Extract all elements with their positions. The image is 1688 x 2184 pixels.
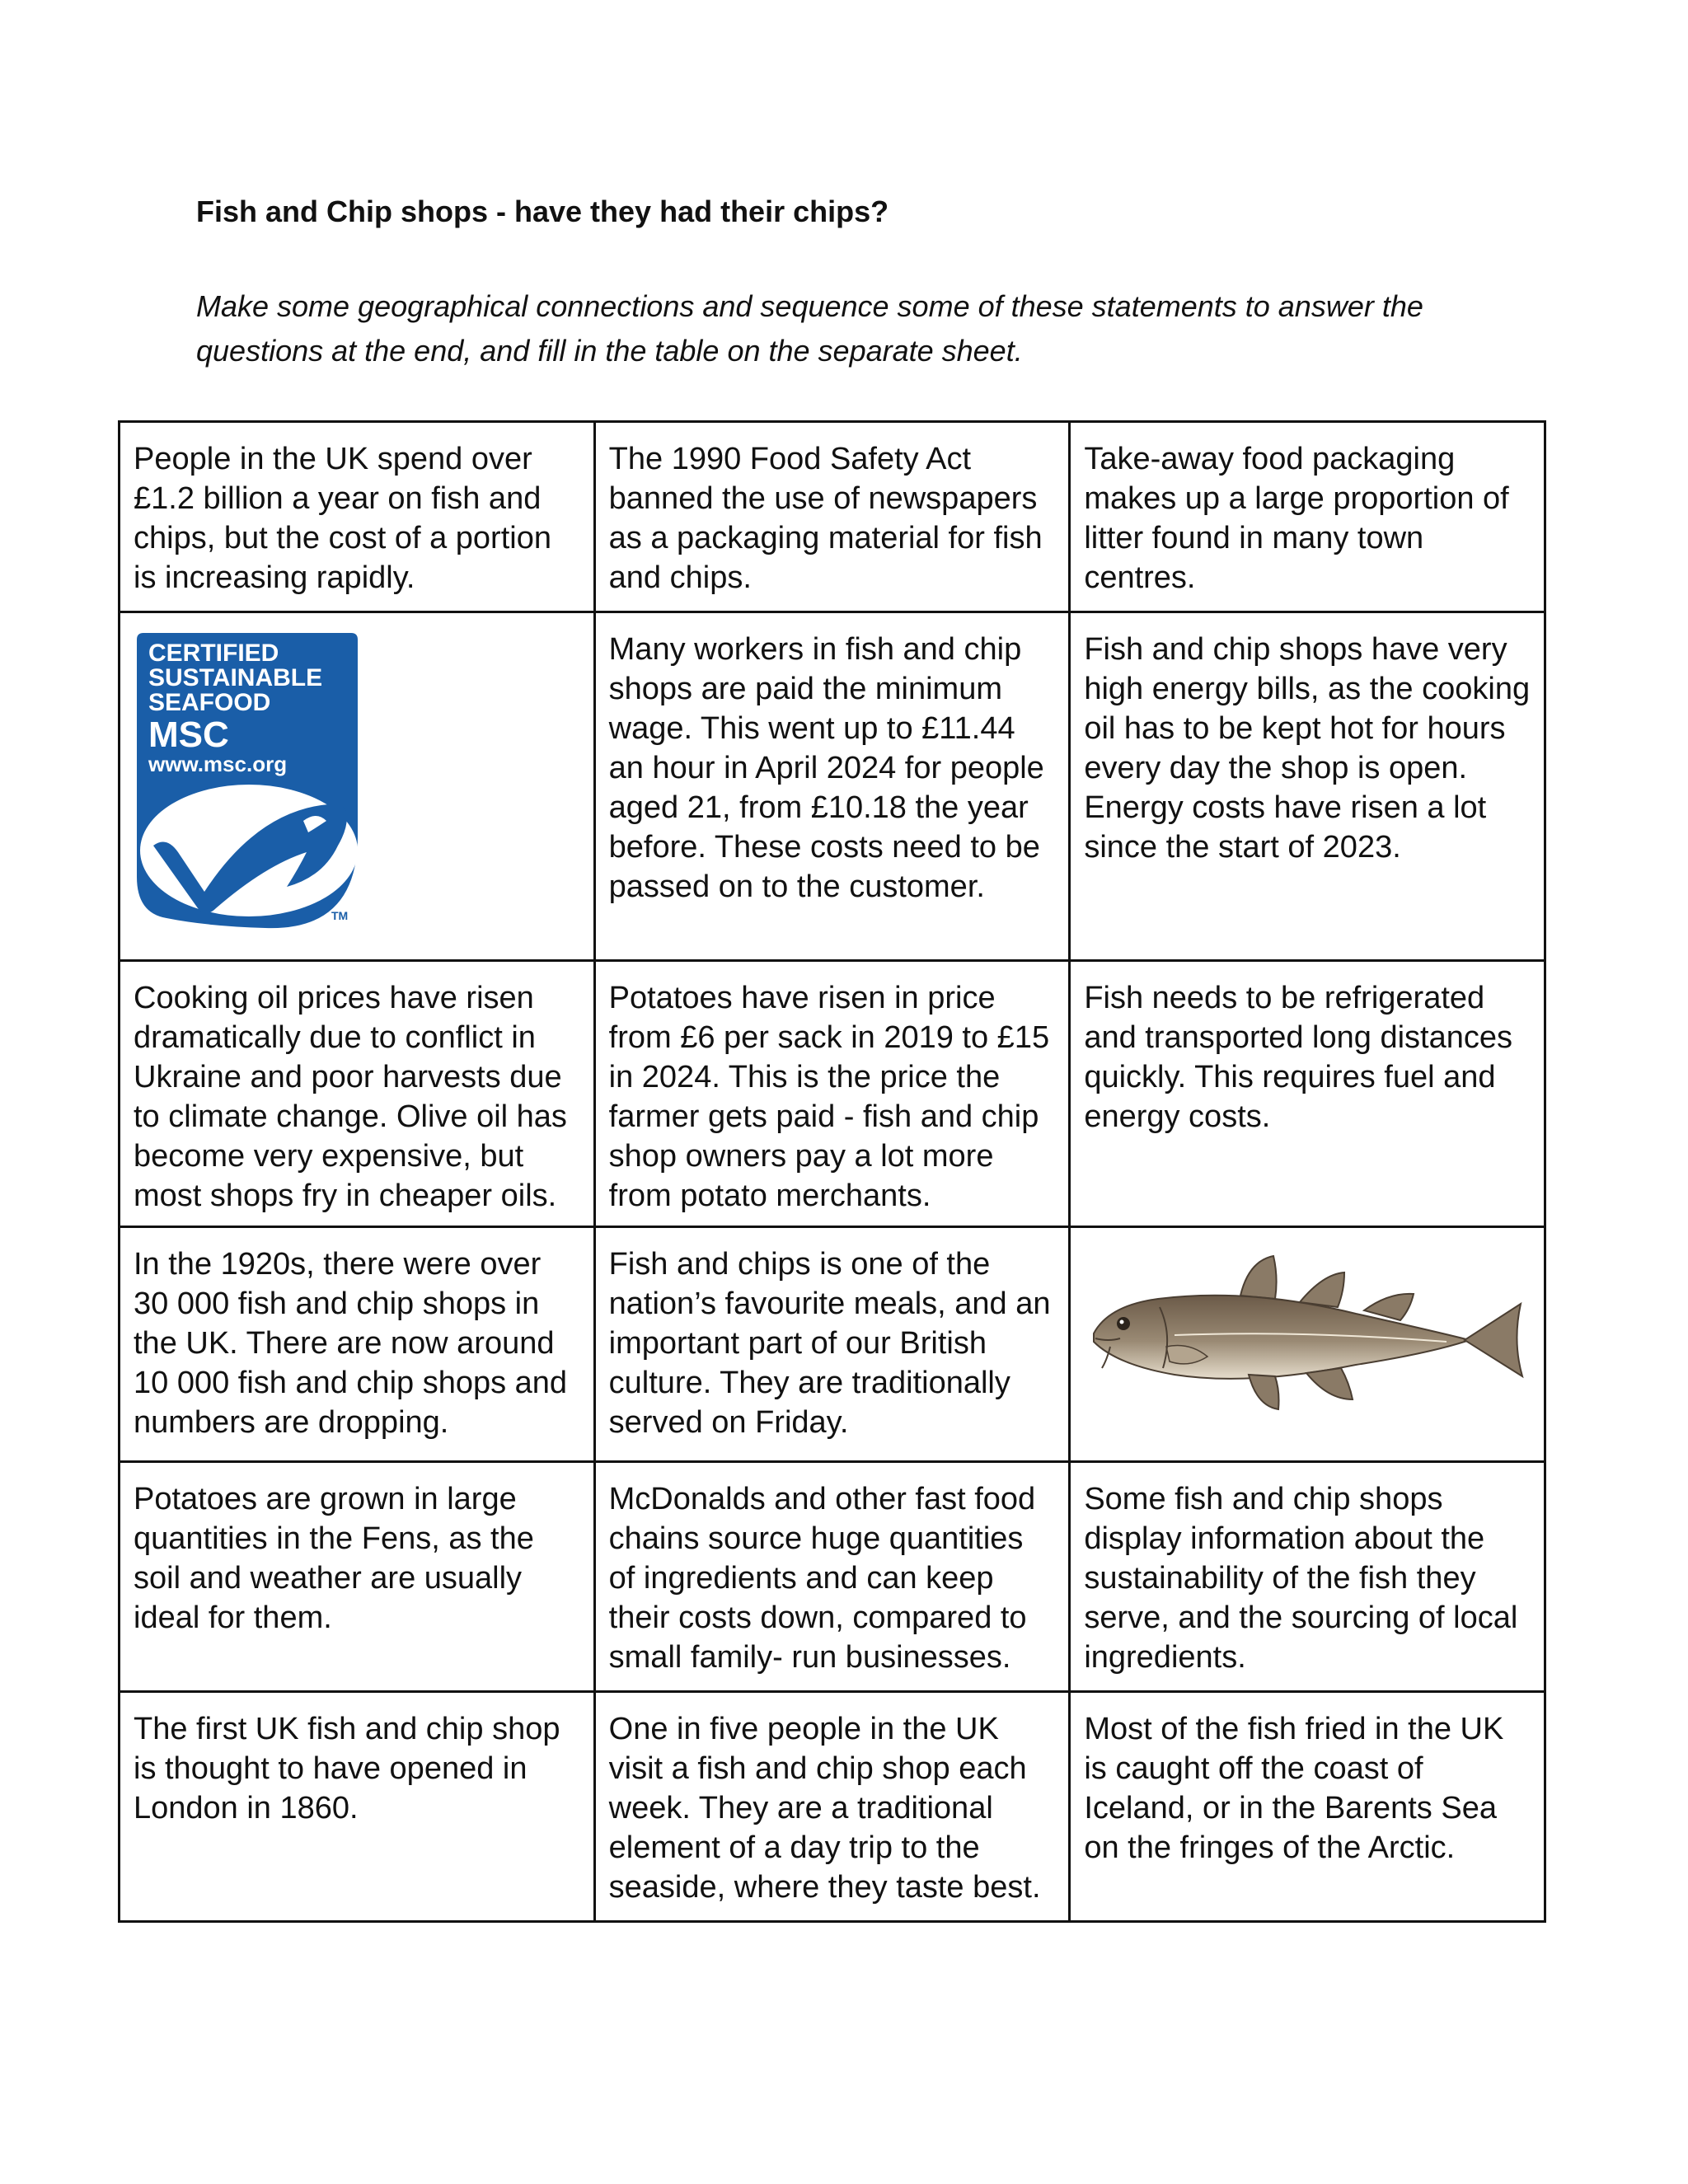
statement-card: McDonalds and other fast food chains source huge quantities of ingredients and can keep their costs down, compared to small family- run businesses.	[594, 1462, 1070, 1692]
statement-card: Fish and chip shops have very high energy bills, as the cooking oil has to be kept hot for hours every day the shop is open. Energy costs have risen a lot since the start of 2023.	[1070, 612, 1545, 961]
statement-card: One in five people in the UK visit a fish and chip shop each week. They are a traditional element of a day trip to the seaside, where they taste best.	[594, 1692, 1070, 1922]
statement-card: Fish and chips is one of the nation’s favourite meals, and an important part of our British culture. They are traditionally served on Friday.	[594, 1227, 1070, 1462]
statement-card: Cooking oil prices have risen dramatically due to conflict in Ukraine and poor harvests due to climate change. Olive oil has become very expensive, but most shops fry in cheaper oils.	[120, 961, 595, 1227]
statement-card: The first UK fish and chip shop is thought to have opened in London in 1860.	[120, 1692, 595, 1922]
statement-card: Potatoes have risen in price from £6 per sack in 2019 to £15 in 2024. This is the price the farmer gets paid - fish and chip shop owners pay a lot more from potato merchants.	[594, 961, 1070, 1227]
table-row	[120, 1227, 1545, 1462]
statement-cards-table	[118, 420, 1546, 1923]
msc-line2: SUSTAINABLE	[148, 664, 323, 691]
statement-card: In the 1920s, there were over 30 000 fish and chip shops in the UK. There are now around 10 000 fish and chip shops and numbers are dropping.	[120, 1227, 595, 1462]
msc-logo	[134, 630, 361, 944]
statement-card: People in the UK spend over £1.2 billion a year on fish and chips, but the cost of a portion is increasing rapidly.	[120, 422, 595, 612]
table-row	[120, 1692, 1545, 1922]
table-row	[120, 961, 1545, 1227]
table-row	[120, 612, 1545, 961]
msc-logo-card	[120, 612, 595, 961]
statement-card: Most of the fish fried in the UK is caught off the coast of Iceland, or in the Barents Sea on the fringes of the Arctic.	[1070, 1692, 1545, 1922]
msc-line4: MSC	[148, 715, 229, 755]
statement-card: Potatoes are grown in large quantities in the Fens, as the soil and weather are usually ideal for them.	[120, 1462, 595, 1692]
page-title: Fish and Chip shops - have they had their chips?	[196, 194, 889, 228]
table-row	[120, 422, 1545, 612]
statement-card: Take-away food packaging makes up a large proportion of litter found in many town centres.	[1070, 422, 1545, 612]
cod-image-card	[1070, 1227, 1545, 1462]
msc-line5: www.msc.org	[148, 752, 288, 776]
cod-fish-image	[1084, 1244, 1529, 1436]
msc-line3: SEAFOOD	[148, 689, 271, 716]
msc-logo-graphic	[134, 630, 361, 935]
table-row	[120, 1462, 1545, 1692]
instructions: Make some geographical connections and sequence some of these statements to answer the questions at the end, and fill in the table on the separate sheet.	[196, 289, 1423, 368]
statement-card: Fish needs to be refrigerated and transported long distances quickly. This requires fuel and energy costs.	[1070, 961, 1545, 1227]
statement-card: Many workers in fish and chip shops are paid the minimum wage. This went up to £11.44 an hour in April 2024 for people aged 21, from £10.18 the year before. These costs need to be passed on to the customer.	[594, 612, 1070, 961]
statement-card: The 1990 Food Safety Act banned the use of newspapers as a packaging material for fish and chips.	[594, 422, 1070, 612]
msc-tm: TM	[331, 909, 349, 922]
msc-line1: CERTIFIED	[148, 640, 279, 667]
cod-fish-icon	[1084, 1244, 1529, 1426]
statement-card: Some fish and chip shops display information about the sustainability of the fish they serve, and the sourcing of local ingredients.	[1070, 1462, 1545, 1692]
